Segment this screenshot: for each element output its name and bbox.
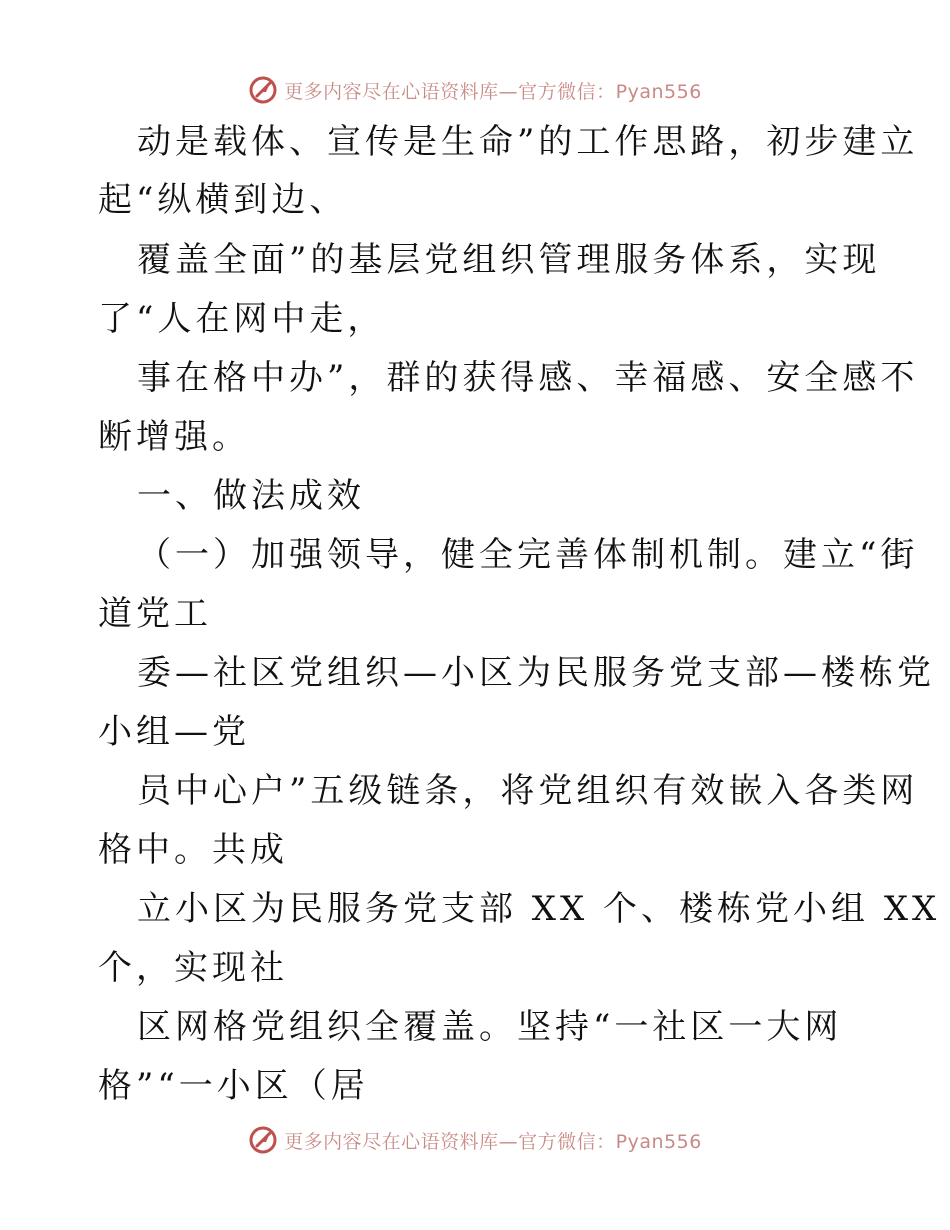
- header-watermark-text: 更多内容尽在心语资料库—官方微信：Pyan556: [284, 80, 702, 103]
- text-line: 立小区为民服务党支部 XX 个、楼栋党小组 XX: [137, 889, 941, 929]
- text-line: 覆盖全面”的基层党组织管理服务体系，实现: [137, 240, 881, 280]
- quill-logo-icon: [248, 1125, 278, 1155]
- text-line: 个，实现社: [98, 948, 288, 988]
- quill-logo-icon: [248, 75, 278, 105]
- text-line: 道党工: [98, 594, 212, 634]
- text-line: 格中。共成: [98, 830, 288, 870]
- text-line: 委—社区党组织—小区为民服务党支部—楼栋党: [137, 653, 935, 693]
- text-line: 小组—党: [98, 712, 250, 752]
- text-line: 了“人在网中走，: [98, 299, 386, 339]
- header-watermark: [0, 70, 950, 110]
- text-line: 动是载体、宣传是生命”的工作思路，初步建立: [137, 122, 919, 162]
- text-line: 起“纵横到边、: [98, 180, 348, 220]
- footer-watermark: [0, 1120, 950, 1160]
- section-heading: 一、做法成效: [137, 476, 365, 516]
- text-line: （一）加强领导，健全完善体制机制。建立“街: [137, 535, 919, 575]
- text-line: 员中心户”五级链条，将党组织有效嵌入各类网: [137, 771, 919, 811]
- text-line: 断增强。: [98, 417, 250, 457]
- text-line: 区网格党组织全覆盖。坚持“一社区一大网: [137, 1007, 843, 1047]
- text-line: 格”“一小区（居: [98, 1066, 369, 1106]
- footer-watermark-text: 更多内容尽在心语资料库—官方微信：Pyan556: [284, 1130, 702, 1153]
- text-line: 事在格中办”，群的获得感、幸福感、安全感不: [137, 358, 919, 398]
